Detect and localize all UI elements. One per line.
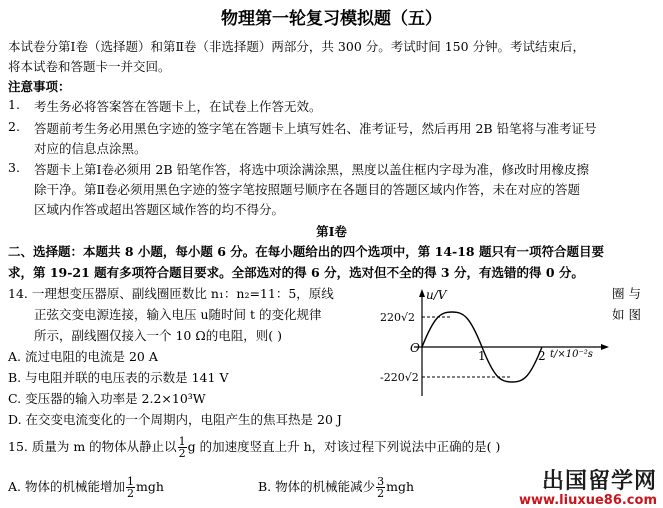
q15-option-b-text: B. 物体的机械能减少 [258,479,376,494]
section-line-2: 求，第 19-21 题有多项符合题目要求。全部选对的得 6 分，选对但不全的得 3 分，有选错的得 0 分。 [8,265,584,280]
q15-option-b-fraction [376,476,385,499]
q14-option-b: B. 与电阻并联的电压表的示数是 141 V [8,370,229,385]
q15-option-b [258,474,414,500]
origin-label: O [410,341,420,355]
x-axis-arrow [601,344,609,350]
x-axis-label: t/×10⁻²s [550,349,593,360]
q14-line-2: 正弦交变电源连接，输入电压 u随时间 t 的变化规律 [34,307,322,322]
notice-number: 3. [8,160,20,175]
q14-option-c: C. 变压器的输入功率是 2.2×10³W [8,391,206,406]
q14-line-2-right: 如 图 [612,307,641,322]
intro-line-2: 将本试卷和答题卡一并交回。 [8,59,171,74]
notice-number: 2. [8,119,20,134]
q15-option-b-den: 2 [377,487,385,500]
x-tick-2: 2 [538,349,546,363]
q14-line-3: 所示，副线圈仅接入一个 10 Ω的电阻，则( ) [34,328,282,343]
notice-line: 对应的信息点涂黑。 [34,141,147,156]
q15-fraction-den: 2 [178,447,186,460]
watermark-name: 出国留学网 [541,469,657,494]
notice-number: 1. [8,97,20,112]
q15-fraction-num: 1 [178,435,186,448]
notice-line: 答题卡上第Ⅰ卷必须用 2B 铅笔作答，将选中项涂满涂黑，黑度以盖住框内字母为准，修改时用橡皮擦 [34,162,590,177]
q14-line-1: 14. 一理想变压器原、副线圈匝数比 n₁：n₂=11：5，原线 [8,286,334,301]
q15-option-a-unit: mgh [135,479,164,494]
voltage-time-graph [380,288,610,400]
q14-option-a: A. 流过电阻的电流是 20 A [8,349,158,364]
q15-option-a-fraction [126,476,135,499]
q15-text-after: g 的加速度竖直上升 h，对该过程下列说法中正确的是( ) [187,439,501,454]
page-title: 物理第一轮复习模拟题（五） [221,9,442,29]
q14-line-1-right: 圈 与 [612,286,641,301]
site-watermark [519,464,657,508]
x-tick-1: 1 [478,349,486,363]
q15-option-a-den: 2 [126,487,134,500]
intro-line-1: 本试卷分第Ⅰ卷（选择题）和第Ⅱ卷（非选择题）两部分，共 300 分。考试时间 150 分钟。考试结束后， [8,39,586,54]
y-axis-label: u/V [426,288,447,302]
q15-option-b-unit: mgh [386,479,415,494]
q15-option-a [8,474,164,500]
y-tick-positive: 220√2 [380,311,416,324]
section-line-1: 二、选择题：本题共 8 小题，每小题 6 分。在每小题给出的四个选项中，第 14-18 题只有一项符合题目要 [8,244,604,259]
watermark-url: www.liuxue86.com [519,493,657,508]
q14-option-d: D. 在交变电流变化的一个周期内，电阻产生的焦耳热是 20 J [8,412,342,427]
q15-option-b-num: 3 [377,475,385,488]
y-tick-negative: -220√2 [380,371,419,384]
notice-line: 答题前考生务必用黑色字迹的签字笔在答题卡上填写姓名、准考证号，然后再用 2B 铅笔将与准考证号 [34,121,597,136]
q15-option-a-text: A. 物体的机械能增加 [8,479,125,494]
notice-line: 除干净。第Ⅱ卷必须用黑色字迹的签字笔按照题号顺序在各题目的答题区域内作答，未在对应的答题 [34,182,580,197]
notice-line: 区域内作答或超出答题区域作答的均不得分。 [34,202,285,217]
notice-line: 考生务必将答案答在答题卡上，在试卷上作答无效。 [34,99,322,114]
q15-option-a-num: 1 [126,475,134,488]
notice-heading: 注意事项： [8,79,71,94]
q15-stem [8,434,500,460]
q15-fraction [178,436,187,459]
q15-text-before: 15. 质量为 m 的物体从静止以 [8,439,177,454]
y-axis-arrow [419,289,425,297]
part-heading: 第Ⅰ卷 [316,224,347,239]
